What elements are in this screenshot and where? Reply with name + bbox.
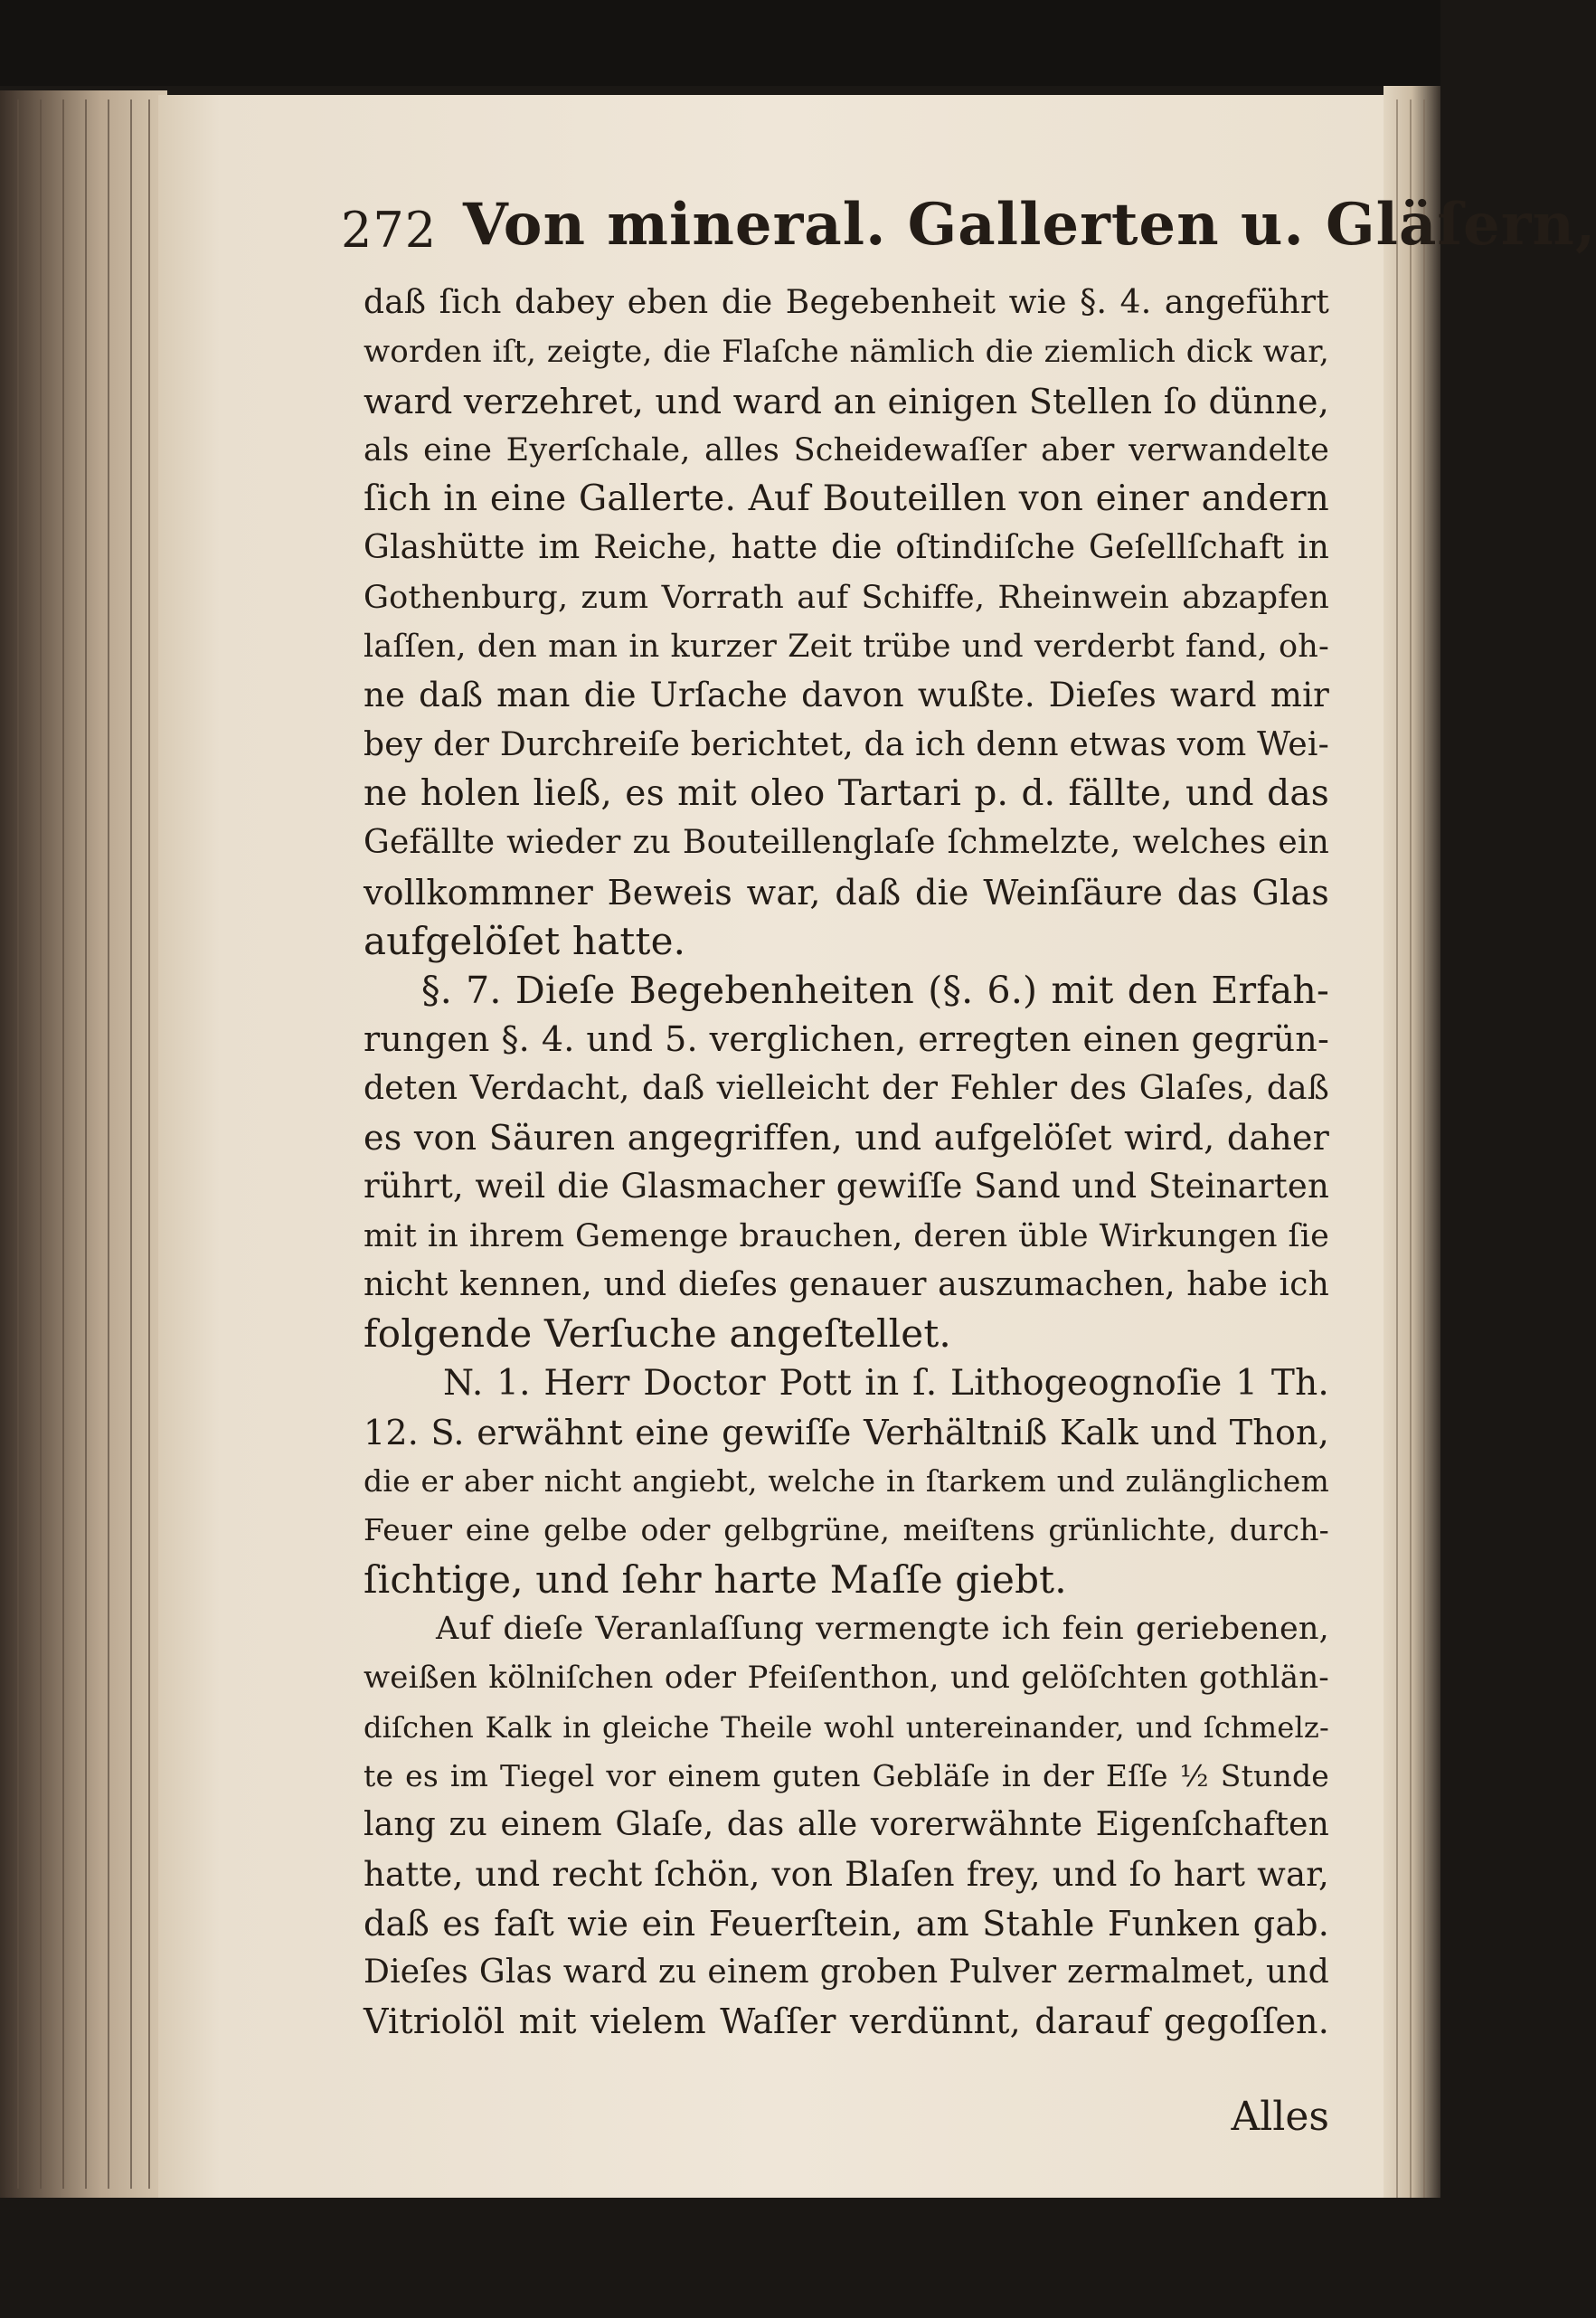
left-page-edges xyxy=(0,90,167,2198)
text-line: daß ſich dabey eben die Begebenheit wie §. 4. angeführt xyxy=(364,284,1329,321)
text-line: ſichtige, und ſehr harte Maſſe giebt. xyxy=(364,1556,1067,1602)
text-line: ne daß man die Urſache davon wußte. Dieſes ward mir xyxy=(364,676,1329,715)
text-line: rungen §. 4. und 5. verglichen, erregten einen gegrün- xyxy=(364,1019,1329,1060)
text-line: deten Verdacht, daß vielleicht der Fehler des Glaſes, daß xyxy=(364,1069,1329,1107)
printed-page xyxy=(341,185,1596,2140)
text-line: Auf dieſe Veranlaſſung vermengte ich fein geriebenen, xyxy=(436,1611,1329,1648)
text-line: ſich in eine Gallerte. Auf Bouteillen von einer andern xyxy=(364,478,1329,520)
text-line: N. 1. Herr Doctor Pott in ſ. Lithogeognoſie 1 Th. xyxy=(443,1362,1329,1404)
body-text xyxy=(364,279,1329,2047)
text-line: ward verzehret, und ward an einigen Stellen ſo dünne, xyxy=(364,381,1329,421)
text-line: Gefällte wieder zu Bouteillenglaſe ſchmelzte, welches ein xyxy=(364,824,1329,862)
text-line: lang zu einem Glaſe, das alle vorerwähnte Eigenſchaften xyxy=(364,1806,1329,1844)
right-page-edge xyxy=(1384,86,1440,2207)
running-head: Von mineral. Gallerten u. Gläſern, xyxy=(463,191,1596,259)
page-header xyxy=(341,185,1596,267)
section-heading-line: §. 7. Dieſe Begebenheiten (§. 6.) mit den Erfah- xyxy=(421,969,1329,1013)
text-line: folgende Verſuche angeſtellet. xyxy=(364,1311,951,1357)
text-line: vollkommner Beweis war, daß die Weinſäure das Glas xyxy=(364,872,1329,913)
text-line: hatte, und recht ſchön, von Blaſen frey, und ſo hart war, xyxy=(364,1854,1329,1894)
text-line: Feuer eine gelbe oder gelbgrüne, meiſtens grünlichte, durch- xyxy=(364,1512,1329,1548)
text-line: mit in ihrem Gemenge brauchen, deren üble Wirkungen ſie xyxy=(364,1217,1329,1254)
text-line: laſſen, den man in kurzer Zeit trübe und verderbt fand, oh- xyxy=(364,629,1329,666)
page-number: 272 xyxy=(341,202,438,259)
text-line: rührt, weil die Glasmacher gewiſſe Sand und Steinarten xyxy=(364,1167,1329,1206)
text-line: Vitriolöl mit vielem Waſſer verdünnt, darauf gegoſſen. xyxy=(364,2001,1329,2042)
text-line: 12. S. erwähnt eine gewiſſe Verhältniß Kalk und Thon, xyxy=(364,1412,1329,1452)
text-line: Dieſes Glas ward zu einem groben Pulver zermalmet, und xyxy=(364,1954,1329,1992)
text-line: Glashütte im Reiche, hatte die oſtindiſche Geſellſchaft in xyxy=(364,529,1329,567)
text-line: Gothenburg, zum Vorrath auf Schiffe, Rheinwein abzapfen xyxy=(364,579,1329,616)
text-line: nicht kennen, und dieſes genauer auszumachen, habe ich xyxy=(364,1265,1329,1303)
catchword: Alles xyxy=(1231,2094,1329,2140)
text-line: te es im Tiegel vor einem guten Gebläſe in der Eſſe ½ Stunde xyxy=(364,1757,1329,1793)
text-line: ne holen ließ, es mit oleo Tartari p. d. fällte, und das xyxy=(364,772,1329,814)
text-line: aufgelöſet hatte. xyxy=(364,918,686,963)
text-line: bey der Durchreiſe berichtet, da ich denn etwas vom Wei- xyxy=(364,725,1329,763)
text-line: worden iſt, zeigte, die Flaſche nämlich die ziemlich dick war, xyxy=(364,334,1329,371)
text-line: als eine Eyerſchale, alles Scheidewaſſer aber verwandelte xyxy=(364,431,1329,468)
text-line: die er aber nicht angiebt, welche in ſtarkem und zulänglichem xyxy=(364,1463,1329,1500)
text-line: es von Säuren angegriffen, und aufgelöſet wird, daher xyxy=(364,1118,1329,1159)
text-line: diſchen Kalk in gleiche Theile wohl untereinander, und ſchmelz- xyxy=(364,1709,1329,1745)
text-line: weißen kölniſchen oder Pfeiſenthon, und gelöſchten gothlän- xyxy=(364,1660,1329,1697)
text-line: daß es faſt wie ein Feuerſtein, am Stahle Funken gab. xyxy=(364,1903,1329,1944)
